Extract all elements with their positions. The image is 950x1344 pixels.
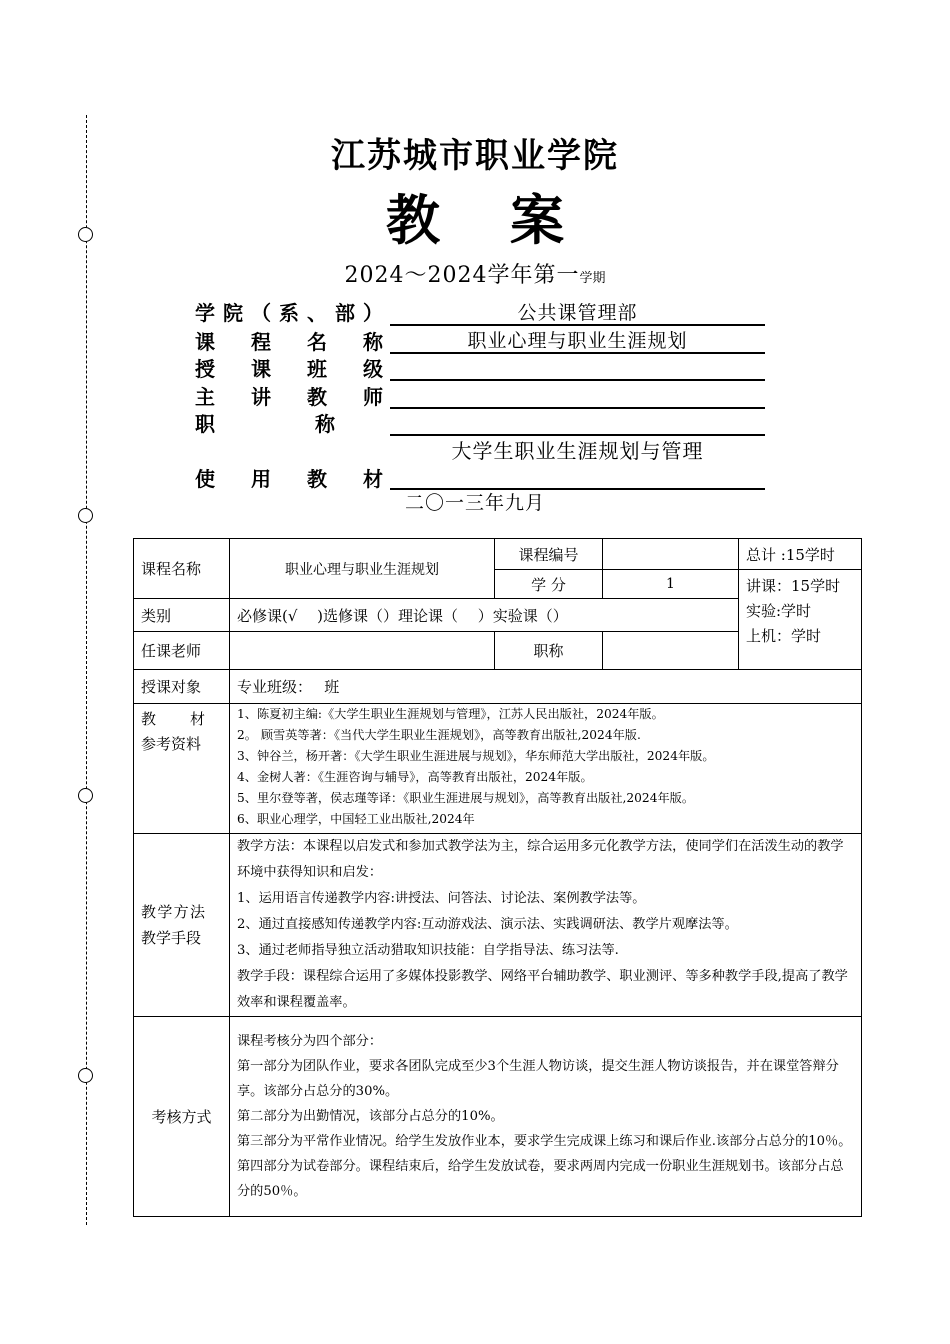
methods-paragraph: 教学手段：课程综合运用了多媒体投影教学、网络平台辅助教学、职业测评、等多种教学手段,提高了教学效率和课程覆盖率。	[237, 969, 848, 1010]
document-title: 教案	[386, 188, 634, 252]
assessment-paragraph: 第三部分为平常作业情况。给学生发放作业本，要求学生完成课上练习和课后作业.该部分占总分的10％。	[237, 1134, 852, 1149]
category-label: 类别	[134, 599, 230, 632]
material-item: 2。 顾雪英等著：《当代大学生职业生涯规划》，高等教育出版社,2024年版.	[237, 728, 641, 742]
term-main: 2024～2024学年第一	[344, 263, 580, 288]
materials-label-line1: 教 材	[141, 710, 205, 728]
field-value-textbook: 大学生职业生涯规划与管理	[451, 439, 704, 463]
materials-list	[230, 704, 862, 834]
methods-label-line1: 教 学 方 法	[141, 903, 205, 921]
field-label-course: 课 程 名 称	[195, 330, 383, 354]
material-item: 5、里尔登等著，侯志瑾等译：《职业生涯进展与规划》，高等教育出版社,2024年版。	[237, 791, 695, 805]
credit-label: 学 分	[495, 570, 603, 599]
assessment-paragraph: 第一部分为团队作业，要求各团队完成至少3个生涯人物访谈，提交生涯人物访谈报告，并在课堂答辩分享。该部分占总分的30%。	[237, 1059, 839, 1099]
methods-paragraph: 1、运用语言传递教学内容:讲授法、问答法、讨论法、案例教学法等。	[237, 891, 646, 906]
credit-value: 1	[603, 570, 739, 599]
materials-label	[134, 704, 230, 834]
methods-paragraph: 3、通过老师指导独立活动猎取知识技能：自学指导法、练习法等.	[237, 943, 619, 958]
category-value: 必修课(√ )选修课（）理论课（ ）实验课（）	[230, 599, 739, 632]
assessment-paragraph: 第四部分为试卷部分。课程结束后，给学生发放试卷，要求两周内完成一份职业生涯规划书。该部分占总分的50％。	[237, 1159, 844, 1199]
assessment-paragraph: 课程考核分为四个部分：	[237, 1034, 383, 1049]
course-no-value	[603, 539, 739, 570]
methods-paragraph: 教学方法：本课程以启发式和参加式教学法为主，综合运用多元化教学方法，使同学们在活泼生动的教学环境中获得知识和启发：	[237, 839, 844, 880]
course-name-value: 职业心理与职业生涯规划	[230, 539, 495, 599]
assessment-content	[230, 1017, 862, 1217]
methods-label-line2: 教学手段	[141, 929, 202, 947]
course-no-label: 课程编号	[495, 539, 603, 570]
term-line	[0, 258, 950, 289]
teacher-label: 任课老师	[134, 632, 230, 670]
field-label-department: 学 院 （ 系 、 部 ）	[195, 301, 383, 325]
field-label-teacher: 主 讲 教 师	[195, 385, 383, 409]
audience-label: 授课对象	[134, 670, 230, 704]
field-label-title: 职 称	[195, 412, 335, 436]
field-label-class: 授 课 班 级	[195, 357, 383, 381]
field-underline	[390, 381, 765, 409]
hours-total: 总计 :15学时	[739, 539, 862, 570]
cover-date: 二〇一三年九月	[404, 492, 545, 514]
field-value-department: 公共课管理部	[517, 302, 638, 324]
material-item: 6、职业心理学，中国轻工业出版社,2024年	[237, 812, 475, 826]
material-item: 3、钟谷兰，杨开著：《大学生职业生涯进展与规划》，华东师范大学出版社，2024年版。	[237, 749, 715, 763]
methods-label	[134, 834, 230, 1017]
field-underline	[390, 462, 765, 490]
material-item: 4、金树人著：《生涯咨询与辅导》，高等教育出版社，2024年版。	[237, 770, 593, 784]
course-name-label: 课程名称	[134, 539, 230, 599]
field-label-textbook: 使 用 教 材	[195, 467, 383, 491]
teacher-value	[230, 632, 495, 670]
binding-hole	[78, 1068, 93, 1083]
title-label: 职称	[495, 632, 603, 670]
methods-content	[230, 834, 862, 1017]
school-name: 江苏城市职业学院	[331, 136, 619, 176]
hours-lecture: 讲课：15学时	[746, 577, 841, 595]
audience-value: 专业班级： 班	[230, 670, 862, 704]
field-underline	[390, 298, 765, 326]
title-value	[603, 632, 739, 670]
field-value-course: 职业心理与职业生涯规划	[467, 330, 688, 352]
assessment-label: 考核方式	[134, 1017, 230, 1217]
binding-hole	[78, 788, 93, 803]
course-info-table	[133, 538, 862, 1217]
hours-breakdown	[739, 570, 862, 670]
material-item: 1、陈夏初主编:《大学生职业生涯规划与管理》，江苏人民出版社，2024年版。	[237, 707, 664, 721]
field-underline	[390, 408, 765, 436]
field-underline	[390, 326, 765, 354]
hours-computer: 上机：学时	[746, 627, 822, 645]
materials-label-line2: 参考资料	[141, 735, 202, 753]
assessment-paragraph: 第二部分为出勤情况，该部分占总分的10%。	[237, 1109, 504, 1124]
term-suffix: 学期	[579, 271, 606, 286]
hours-lab: 实验:学时	[746, 602, 812, 620]
methods-paragraph: 2、通过直接感知传递教学内容:互动游戏法、演示法、实践调研法、教学片观摩法等。	[237, 917, 738, 932]
field-underline	[390, 353, 765, 381]
